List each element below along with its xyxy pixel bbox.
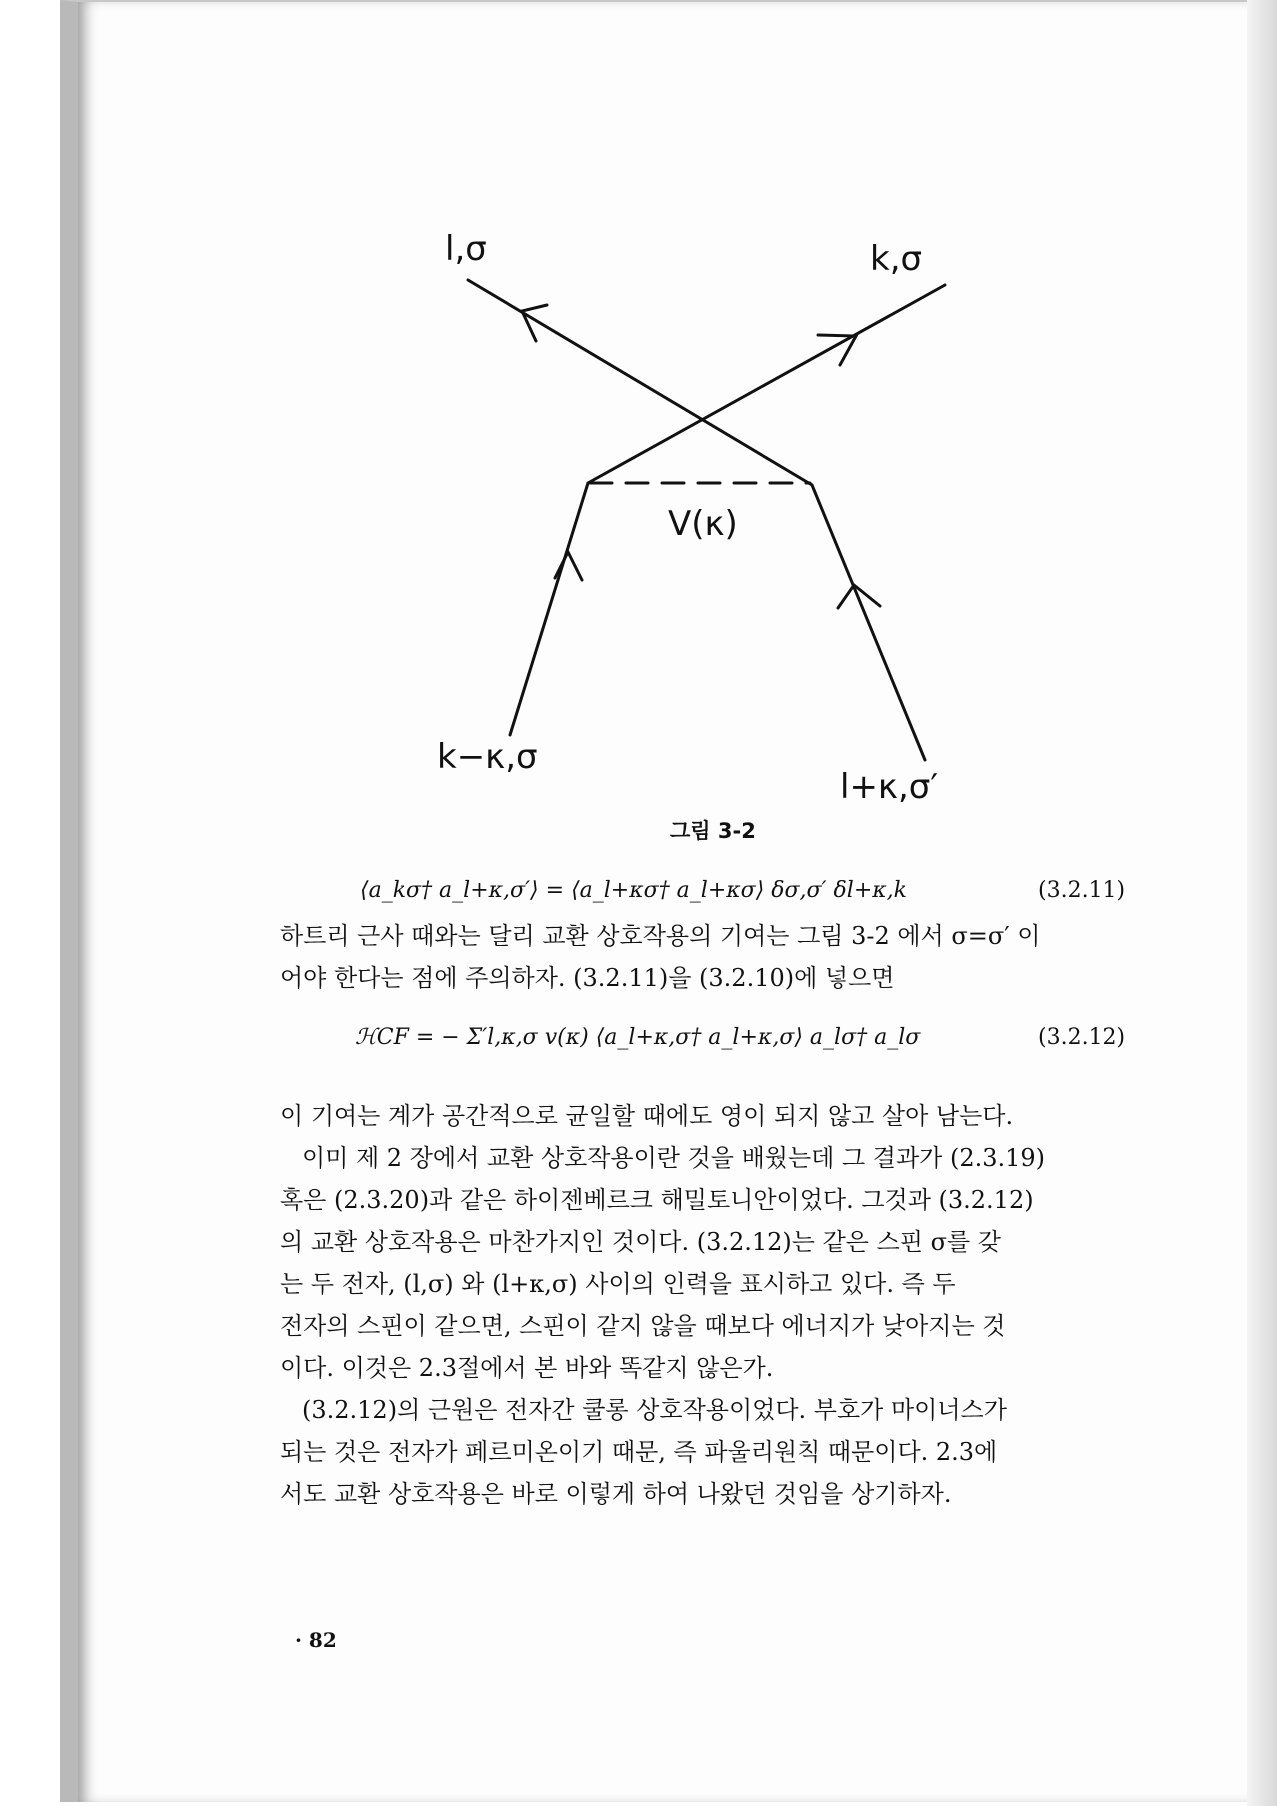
text-line: 서도 교환 상호작용은 바로 이렇게 하여 나왔던 것임을 상기하자. xyxy=(280,1480,952,1508)
equation-number: (3.2.11) xyxy=(1038,878,1126,903)
page-number: · 82 xyxy=(295,1628,337,1652)
label-top-left: l,σ xyxy=(445,229,487,269)
label-bottom-left: k−κ,σ xyxy=(437,737,538,777)
equation-3-2-12: ℋCF = − Σ′l,κ,σ v(κ) ⟨a_l+κ,σ† a_l+κ,σ⟩ a_lσ† a_lσ xyxy=(355,1025,921,1050)
text-line: 하트리 근사 때와는 달리 교환 상호작용의 기여는 그림 3-2 에서 σ=σ′ 이 xyxy=(280,922,1041,950)
text-line: 전자의 스핀이 같으면, 스핀이 같지 않을 때보다 에너지가 낮아지는 것 xyxy=(280,1312,1006,1340)
arrow-icon xyxy=(522,305,547,341)
text-line: 의 교환 상호작용은 마찬가지인 것이다. (3.2.12)는 같은 스핀 σ를 갖 xyxy=(280,1228,1001,1256)
text-line: 어야 한다는 점에 주의하자. (3.2.11)을 (3.2.10)에 넣으면 xyxy=(280,964,895,992)
text-line: 이 기여는 계가 공간적으로 균일할 때에도 영이 되지 않고 살아 남는다. xyxy=(280,1102,1014,1130)
text-line: 혹은 (2.3.20)과 같은 하이젠베르크 해밀토니안이었다. 그것과 (3.2.12) xyxy=(280,1186,1034,1214)
text-line: (3.2.12)의 근원은 전자간 쿨롱 상호작용이었다. 부호가 마이너스가 xyxy=(302,1396,1007,1424)
text-line: 되는 것은 전자가 페르미온이기 때문, 즉 파울리원칙 때문이다. 2.3에 xyxy=(280,1438,998,1466)
paragraph-1 xyxy=(280,915,1180,999)
arrow-icon xyxy=(818,335,856,365)
label-potential: V(κ) xyxy=(668,504,738,544)
feynman-diagram xyxy=(0,0,1277,830)
text-line: 는 두 전자, (l,σ) 와 (l+κ,σ) 사이의 인력을 표시하고 있다. 즉 두 xyxy=(280,1270,956,1298)
label-top-right: k,σ xyxy=(870,239,923,279)
incoming-line-left xyxy=(510,483,588,735)
equation-3-2-11: ⟨a_kσ† a_l+κ,σ′⟩ = ⟨a_l+κσ† a_l+κσ⟩ δσ,σ′ δl+κ,k xyxy=(360,878,908,903)
paragraph-2 xyxy=(280,1095,1180,1515)
incoming-line-right xyxy=(812,485,925,760)
text-line: 이미 제 2 장에서 교환 상호작용이란 것을 배웠는데 그 결과가 (2.3.19) xyxy=(302,1144,1046,1172)
equation-number: (3.2.12) xyxy=(1038,1025,1126,1050)
text-line: 이다. 이것은 2.3절에서 본 바와 똑같지 않은가. xyxy=(280,1354,774,1382)
figure-caption: 그림 3-2 xyxy=(670,819,756,843)
label-bottom-right: l+κ,σ′ xyxy=(840,767,939,807)
